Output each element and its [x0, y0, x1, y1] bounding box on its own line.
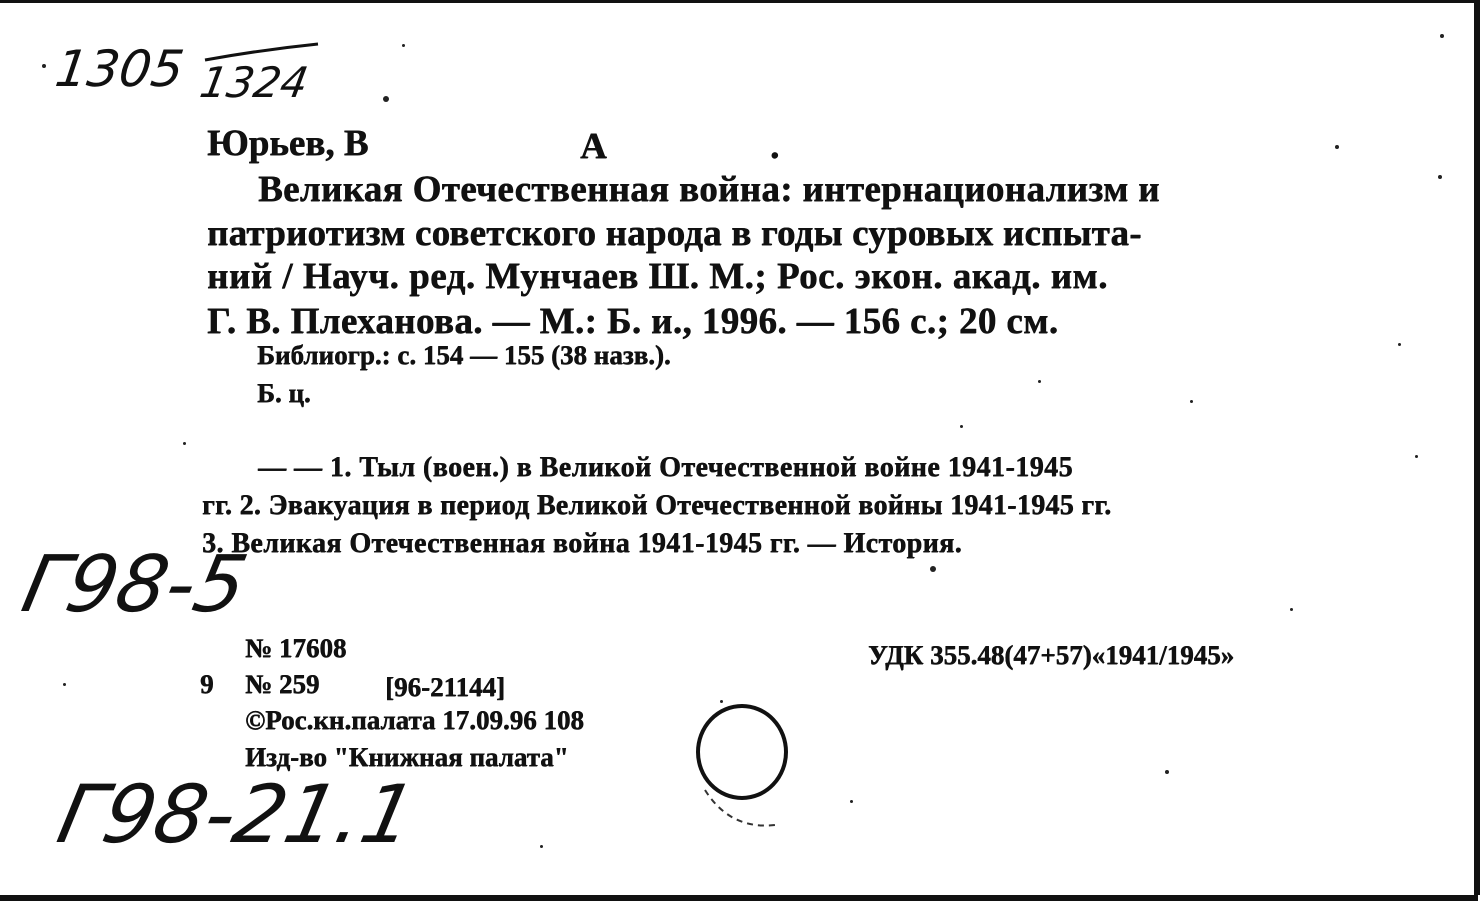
- scan-speck: [1335, 145, 1339, 149]
- copyright-line: ©Рос.кн.палата 17.09.96 108: [245, 705, 584, 735]
- scan-speck: [402, 44, 405, 47]
- card-border-top: [0, 0, 1478, 3]
- author-dot: .: [770, 126, 780, 167]
- scan-speck: [183, 442, 186, 445]
- record-number: № 17608: [245, 633, 347, 663]
- card-code: [96-21144]: [385, 672, 505, 702]
- scan-speck: [383, 96, 389, 102]
- scan-speck: [540, 845, 543, 848]
- author-name: Юрьев, В: [207, 123, 369, 164]
- subject-line-2: гг. 2. Эвакуация в период Великой Отечественной войны 1941-1945 гг.: [202, 490, 1112, 521]
- author-initial: А: [580, 126, 607, 167]
- title-line-3: ний / Науч. ред. Мунчаев Ш. М.; Рос. экон. акад. им.: [207, 256, 1108, 297]
- card-border-right: [1474, 0, 1480, 895]
- handwritten-call-number-1: 1305: [51, 40, 188, 98]
- scan-speck: [1290, 608, 1293, 611]
- publisher-line: Изд-во "Книжная палата": [245, 742, 569, 772]
- scan-speck: [720, 700, 723, 703]
- scan-speck: [1190, 400, 1193, 403]
- scan-speck: [850, 800, 853, 803]
- scan-speck: [930, 566, 936, 572]
- bibliography-note: Библиогр.: с. 154 — 155 (38 назв.).: [257, 340, 671, 370]
- subject-line-1: — — 1. Тыл (воен.) в Великой Отечественной войне 1941-1945: [258, 452, 1073, 483]
- scan-speck: [1415, 455, 1418, 458]
- scan-speck: [960, 425, 963, 428]
- title-line-1: Великая Отечественная война: интернационализм и: [258, 169, 1160, 210]
- scan-speck: [1440, 34, 1444, 38]
- scan-speck: [1398, 343, 1401, 346]
- punch-hole-circle: [0, 0, 1, 1]
- handwritten-shelf-mark-2: Г98-21.1: [50, 768, 424, 861]
- udk-code: УДК 355.48(47+57)«1941/1945»: [868, 640, 1235, 670]
- title-line-2: патриотизм советского народа в годы суровых испыта-: [207, 213, 1142, 254]
- title-line-4: Г. В. Плеханова. — М.: Б. и., 1996. — 156 с.; 20 см.: [207, 301, 1059, 342]
- handwritten-shelf-mark-1: Г98-5: [14, 540, 255, 630]
- card-border-bottom: [0, 895, 1478, 901]
- scan-speck: [1165, 770, 1169, 774]
- handwritten-call-number-2: 1324: [196, 58, 312, 107]
- subject-line-3: 3. Великая Отечественная война 1941-1945 гг. — История.: [202, 528, 963, 559]
- scan-speck: [1038, 380, 1041, 383]
- scan-speck: [63, 683, 66, 686]
- scan-speck: [42, 64, 46, 68]
- price-note: Б. ц.: [257, 378, 311, 408]
- registration-number: № 259: [245, 669, 320, 699]
- scan-speck: [1438, 175, 1442, 179]
- footer-prefix-9: 9: [200, 669, 214, 699]
